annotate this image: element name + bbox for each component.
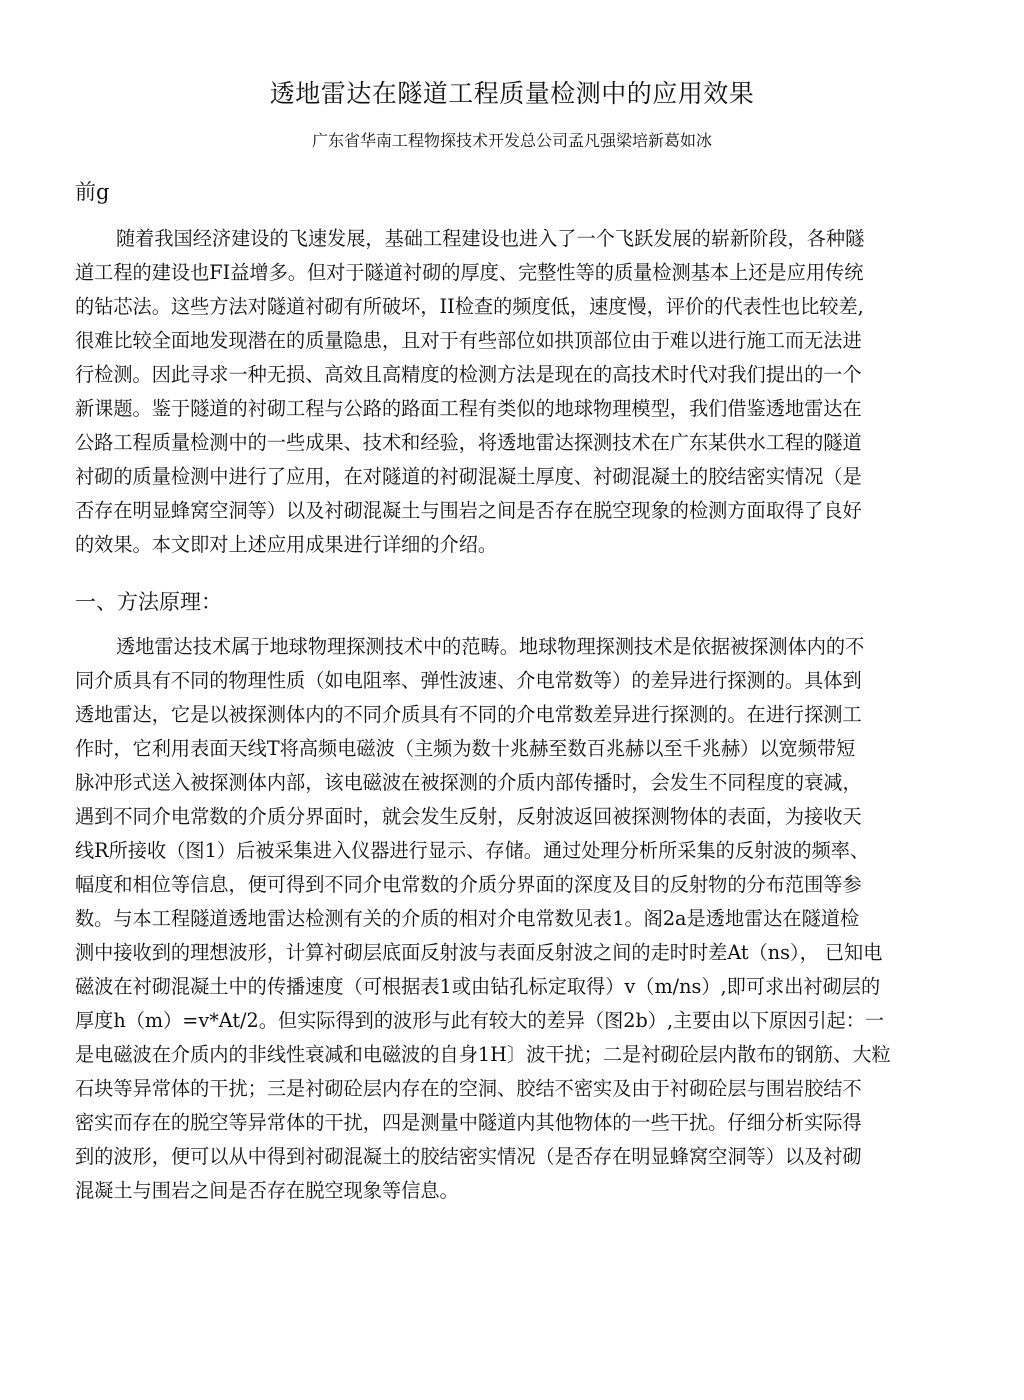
paragraph-line: 的效果。本文即对上述应用成果进行详细的介绍。 bbox=[75, 533, 498, 556]
paragraph-line: 数。与本工程隧道透地雷达检测有关的介质的相对介电常数见表1。阁2a是透地雷达在隧道检 bbox=[75, 907, 860, 930]
paragraph-line: 线R所接收（图1）后被采集进入仪器进行显示、存储。通过处理分析所采集的反射波的频率、 bbox=[75, 839, 870, 862]
paragraph-line: 透地雷达技术属于地球物理探测技术中的范畴。地球物理探测技术是依据被探测体内的不 bbox=[116, 635, 865, 658]
paragraph-line: 遇到不同介电常数的介质分界面时，就会发生反射，反射波返回被探测物体的表面，为接收天 bbox=[75, 805, 862, 828]
paragraph-line: 的钻芯法。这些方法对隧道衬砌有所破坏，II检查的频度低，速度慢，评价的代表性也比较差, bbox=[75, 295, 864, 318]
paragraph-line: 测中接收到的理想波形，计算衬砌层底面反射波与表面反射波之间的走时时差At（ns）， 已知电 bbox=[75, 941, 883, 964]
paragraph-line: 作时，它利用表面天线T将高频电磁波（主频为数十兆赫至数百兆赫以至千兆赫）以宽频带短 bbox=[75, 737, 856, 760]
paragraph-line: 磁波在衬砌混凝土中的传播速度（可根据表1或由钻孔标定取得）v（m/ns）,即可求出衬砌层的 bbox=[75, 975, 881, 998]
document-title: 透地雷达在隧道工程质量检测中的应用效果 bbox=[269, 79, 755, 108]
paragraph-line: 透地雷达，它是以被探测体内的不同介质具有不同的介电常数差异进行探测的。在进行探测工 bbox=[75, 703, 862, 726]
paragraph-line: 道工程的建设也FI益增多。但对于隧道衬砌的厚度、完整性等的质量检测基本上还是应用传统 bbox=[75, 261, 864, 284]
paragraph-line: 同介质具有不同的物理性质（如电阻率、弹性波速、介电常数等）的差异进行探测的。具体到 bbox=[75, 669, 862, 692]
paragraph-line: 厚度h（m）=v*At/2。但实际得到的波形与此有较大的差异（图2b）,主要由以下原因引起：一 bbox=[75, 1009, 885, 1032]
paragraph-line: 否存在明显蜂窝空洞等）以及衬砌混凝土与围岩之间是否存在脱空现象的检测方面取得了良好 bbox=[75, 499, 862, 522]
paragraph-line: 公路工程质量检测中的一些成果、技术和经验，将透地雷达探测技术在广东某供水工程的隧道 bbox=[75, 431, 862, 454]
paragraph-line: 行检测。因此寻求一种无损、高效且高精度的检测方法是现在的高技术时代对我们提出的一个 bbox=[75, 363, 862, 386]
section-heading-method: 一、方法原理： bbox=[75, 590, 222, 614]
paragraph-line: 到的波形，便可以从中得到衬砌混凝土的胶结密实情况（是否存在明显蜂窝空洞等）以及衬砌 bbox=[75, 1145, 862, 1168]
paragraph-line: 幅度和相位等信息，便可得到不同介电常数的介质分界面的深度及目的反射物的分布范围等参 bbox=[75, 873, 862, 896]
paragraph-line: 随着我国经济建设的飞速发展，基础工程建设也进入了一个飞跃发展的崭新阶段，各种隧 bbox=[116, 227, 865, 250]
paragraph-line: 密实而存在的脱空等异常体的干扰，四是测量中隧道内其他物体的一些干扰。仔细分析实际得 bbox=[75, 1111, 862, 1134]
paragraph-line: 很难比较全面地发现潜在的质量隐患，且对于有些部位如拱顶部位由于难以进行施工而无法进 bbox=[75, 329, 862, 352]
paragraph-line: 新课题。鉴于隧道的衬砌工程与公路的路面工程有类似的地球物理模型，我们借鉴透地雷达在 bbox=[75, 397, 862, 420]
paragraph-line: 石块等异常体的干扰；三是衬砌砼层内存在的空洞、胶结不密实及由于衬砌砼层与围岩胶结不 bbox=[75, 1077, 862, 1100]
paragraph-line: 脉冲形式送入被探测体内部，该电磁波在被探测的介质内部传播时，会发生不同程度的衰减， bbox=[75, 771, 862, 794]
paragraph-line: 混凝土与围岩之间是否存在脱空现象等信息。 bbox=[75, 1179, 459, 1202]
section-heading-preface: 前g bbox=[75, 180, 110, 204]
paragraph-line: 是电磁波在介质内的非线性衰减和电磁波的自身1H〕波干扰；二是衬砌砼层内散布的钢筋、大粒 bbox=[75, 1043, 891, 1066]
paragraph-line: 衬砌的质量检测中进行了应用，在对隧道的衬砌混凝土厚度、衬砌混凝土的胶结密实情况（是 bbox=[75, 465, 862, 488]
author-line: 广东省华南工程物探技术开发总公司孟凡强梁培新葛如冰 bbox=[311, 131, 712, 150]
